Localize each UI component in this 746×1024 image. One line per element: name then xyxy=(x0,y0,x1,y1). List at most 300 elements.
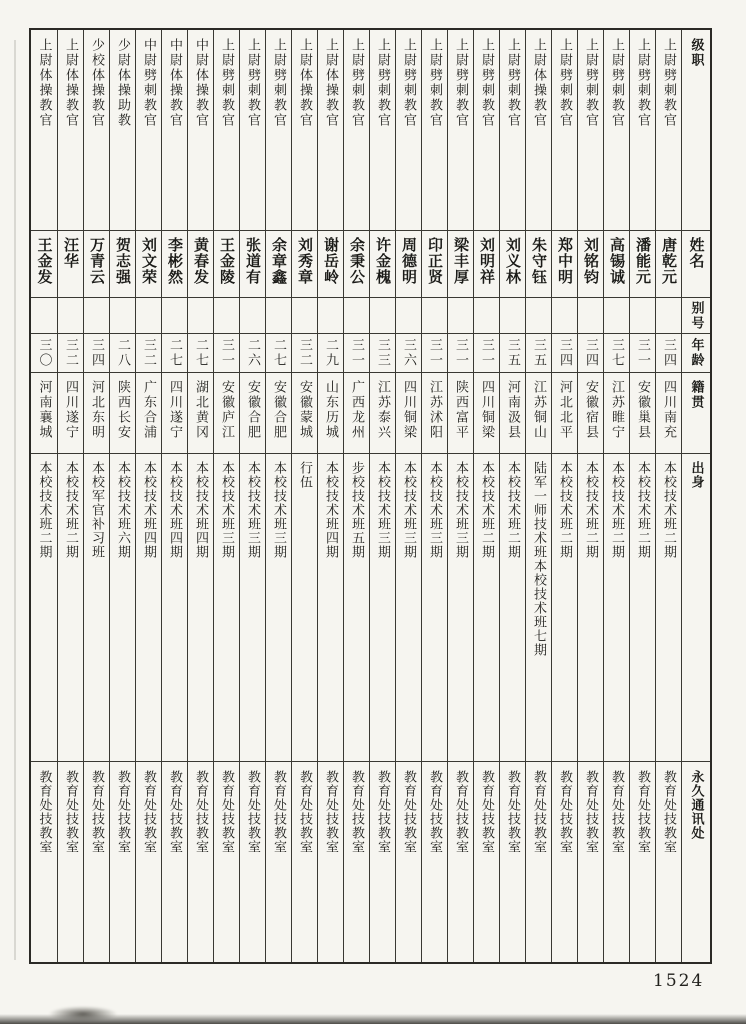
person-address-cell xyxy=(604,762,629,962)
person-origin: 本校技术班六期 xyxy=(115,461,130,559)
person-column xyxy=(525,30,551,962)
person-alias-cell xyxy=(31,298,57,334)
person-origin: 本校技术班二期 xyxy=(583,461,598,559)
person-alias-cell xyxy=(604,298,629,334)
person-native-place: 江苏沭阳 xyxy=(427,380,442,440)
person-address-cell xyxy=(31,762,57,962)
person-origin: 行伍 xyxy=(297,461,312,489)
person-name: 刘明祥 xyxy=(478,237,496,285)
person-address: 教育处技教室 xyxy=(349,770,364,854)
person-origin-cell xyxy=(630,454,655,762)
person-rank: 上尉劈刺教官 xyxy=(349,38,364,128)
person-name: 刘文荣 xyxy=(140,237,158,285)
person-native-place-cell xyxy=(136,373,161,454)
person-age-cell xyxy=(552,334,577,373)
header-name-label: 姓名 xyxy=(687,237,706,269)
page-number: 1524 xyxy=(653,971,705,991)
person-rank-cell xyxy=(552,30,577,231)
person-name-cell xyxy=(214,231,239,298)
person-rank-cell xyxy=(110,30,135,231)
person-native-place: 安徽宿县 xyxy=(583,380,598,440)
person-age: 三一 xyxy=(427,338,442,368)
person-rank-cell xyxy=(162,30,187,231)
person-origin: 陆军一师技术班本校技术班七期 xyxy=(531,461,546,657)
person-origin-cell xyxy=(656,454,681,762)
person-rank-cell xyxy=(188,30,213,231)
person-rank: 上尉劈刺教官 xyxy=(375,38,390,128)
person-age-cell xyxy=(318,334,343,373)
person-address-cell xyxy=(240,762,265,962)
person-origin-cell xyxy=(474,454,499,762)
person-column xyxy=(603,30,629,962)
person-address: 教育处技教室 xyxy=(193,770,208,854)
person-rank: 上尉劈刺教官 xyxy=(219,38,234,128)
person-rank-cell xyxy=(31,30,57,231)
person-rank-cell xyxy=(500,30,525,231)
person-origin: 本校技术班二期 xyxy=(557,461,572,559)
person-rank: 上尉劈刺教官 xyxy=(661,38,676,128)
person-origin: 本校军官补习班 xyxy=(89,461,104,559)
header-address-cell xyxy=(682,762,710,962)
person-column xyxy=(187,30,213,962)
person-rank: 上尉劈刺教官 xyxy=(557,38,572,128)
person-age: 二七 xyxy=(271,338,286,368)
person-origin-cell xyxy=(344,454,369,762)
person-rank: 少校体操教官 xyxy=(89,38,104,128)
person-name: 周德明 xyxy=(400,237,418,285)
person-origin: 本校技术班三期 xyxy=(245,461,260,559)
person-native-place-cell xyxy=(188,373,213,454)
person-native-place-cell xyxy=(552,373,577,454)
person-origin-cell xyxy=(578,454,603,762)
person-alias-cell xyxy=(448,298,473,334)
person-native-place: 河北东明 xyxy=(89,380,104,440)
person-rank: 上尉劈刺教官 xyxy=(401,38,416,128)
person-age: 三四 xyxy=(557,338,572,368)
person-address: 教育处技教室 xyxy=(323,770,338,854)
person-address: 教育处技教室 xyxy=(479,770,494,854)
person-name-cell xyxy=(240,231,265,298)
header-native-place-cell xyxy=(682,373,710,454)
person-age: 三一 xyxy=(453,338,468,368)
person-age: 三四 xyxy=(661,338,676,368)
person-alias-cell xyxy=(318,298,343,334)
header-name-cell xyxy=(682,231,710,298)
person-native-place: 安徽合肥 xyxy=(245,380,260,440)
person-address: 教育处技教室 xyxy=(63,770,78,854)
person-name: 高锡诚 xyxy=(608,237,626,285)
person-address-cell xyxy=(396,762,421,962)
person-address: 教育处技教室 xyxy=(219,770,234,854)
person-age: 三一 xyxy=(349,338,364,368)
person-address: 教育处技教室 xyxy=(375,770,390,854)
person-native-place: 陕西长安 xyxy=(115,380,130,440)
person-address: 教育处技教室 xyxy=(167,770,182,854)
person-rank-cell xyxy=(526,30,551,231)
person-age-cell xyxy=(630,334,655,373)
person-name-cell xyxy=(318,231,343,298)
person-native-place: 陕西富平 xyxy=(453,380,468,440)
person-address-cell xyxy=(266,762,291,962)
person-address: 教育处技教室 xyxy=(531,770,546,854)
person-age: 三一 xyxy=(635,338,650,368)
person-column xyxy=(265,30,291,962)
person-address-cell xyxy=(526,762,551,962)
person-origin-cell xyxy=(240,454,265,762)
person-name: 刘义林 xyxy=(504,237,522,285)
person-name: 黄春发 xyxy=(192,237,210,285)
person-rank: 上尉劈刺教官 xyxy=(635,38,650,128)
person-address: 教育处技教室 xyxy=(36,770,52,854)
person-age-cell xyxy=(422,334,447,373)
person-column xyxy=(577,30,603,962)
person-age: 三一 xyxy=(479,338,494,368)
person-column xyxy=(629,30,655,962)
person-native-place-cell xyxy=(318,373,343,454)
person-age: 三四 xyxy=(89,338,104,368)
person-origin-cell xyxy=(396,454,421,762)
person-name: 贺志强 xyxy=(114,237,132,285)
person-native-place: 安徽巢县 xyxy=(635,380,650,440)
person-name-cell xyxy=(500,231,525,298)
person-name: 汪华 xyxy=(62,237,80,269)
person-native-place-cell xyxy=(84,373,109,454)
person-age-cell xyxy=(292,334,317,373)
person-alias-cell xyxy=(500,298,525,334)
person-age-cell xyxy=(396,334,421,373)
person-address-cell xyxy=(552,762,577,962)
person-alias-cell xyxy=(526,298,551,334)
header-origin-cell xyxy=(682,454,710,762)
person-origin-cell xyxy=(370,454,395,762)
person-name: 许金槐 xyxy=(374,237,392,285)
person-address: 教育处技教室 xyxy=(141,770,156,854)
person-rank: 上尉体操教官 xyxy=(36,38,52,128)
person-age: 二九 xyxy=(323,338,338,368)
person-name: 余秉公 xyxy=(348,237,366,285)
person-alias-cell xyxy=(136,298,161,334)
person-alias-cell xyxy=(370,298,395,334)
person-native-place-cell xyxy=(396,373,421,454)
person-age: 三〇 xyxy=(36,338,52,368)
person-age-cell xyxy=(110,334,135,373)
person-origin: 本校技术班三期 xyxy=(271,461,286,559)
person-alias-cell xyxy=(474,298,499,334)
person-alias-cell xyxy=(240,298,265,334)
person-rank-cell xyxy=(396,30,421,231)
person-origin: 本校技术班二期 xyxy=(63,461,78,559)
roster-table xyxy=(29,28,712,964)
person-name: 余章鑫 xyxy=(270,237,288,285)
person-address-cell xyxy=(474,762,499,962)
person-native-place: 河南汲县 xyxy=(505,380,520,440)
header-rank-label: 级职 xyxy=(688,38,704,68)
person-rank-cell xyxy=(84,30,109,231)
person-native-place: 广西龙州 xyxy=(349,380,364,440)
person-name-cell xyxy=(266,231,291,298)
person-age: 三二 xyxy=(141,338,156,368)
person-alias-cell xyxy=(552,298,577,334)
person-native-place: 安徽庐江 xyxy=(219,380,234,440)
person-native-place-cell xyxy=(448,373,473,454)
header-rank-cell xyxy=(682,30,710,231)
person-origin-cell xyxy=(31,454,57,762)
person-alias-cell xyxy=(188,298,213,334)
person-age: 二七 xyxy=(167,338,182,368)
person-rank: 上尉体操教官 xyxy=(323,38,338,128)
person-column xyxy=(161,30,187,962)
person-age-cell xyxy=(58,334,83,373)
person-name-cell xyxy=(526,231,551,298)
person-column xyxy=(135,30,161,962)
person-address-cell xyxy=(58,762,83,962)
person-rank: 上尉体操教官 xyxy=(297,38,312,128)
person-column xyxy=(473,30,499,962)
person-alias-cell xyxy=(110,298,135,334)
person-rank-cell xyxy=(604,30,629,231)
person-address: 教育处技教室 xyxy=(271,770,286,854)
person-native-place-cell xyxy=(578,373,603,454)
person-origin: 本校技术班三期 xyxy=(401,461,416,559)
person-alias-cell xyxy=(396,298,421,334)
person-native-place: 四川铜梁 xyxy=(479,380,494,440)
person-origin-cell xyxy=(500,454,525,762)
person-alias-cell xyxy=(422,298,447,334)
person-rank: 上尉劈刺教官 xyxy=(245,38,260,128)
person-rank-cell xyxy=(292,30,317,231)
person-origin-cell xyxy=(526,454,551,762)
person-alias-cell xyxy=(84,298,109,334)
person-alias-cell xyxy=(578,298,603,334)
person-origin-cell xyxy=(422,454,447,762)
person-column xyxy=(343,30,369,962)
person-name-cell xyxy=(630,231,655,298)
person-alias-cell xyxy=(214,298,239,334)
header-origin-label: 出身 xyxy=(688,461,704,489)
person-origin-cell xyxy=(266,454,291,762)
person-origin-cell xyxy=(162,454,187,762)
person-native-place-cell xyxy=(526,373,551,454)
person-native-place-cell xyxy=(31,373,57,454)
person-native-place: 广东合浦 xyxy=(141,380,156,440)
person-name-cell xyxy=(370,231,395,298)
person-rank-cell xyxy=(58,30,83,231)
person-column xyxy=(31,30,57,962)
person-origin: 本校技术班四期 xyxy=(323,461,338,559)
person-age-cell xyxy=(578,334,603,373)
person-rank: 上尉劈刺教官 xyxy=(583,38,598,128)
person-address: 教育处技教室 xyxy=(427,770,442,854)
person-name: 李彬然 xyxy=(166,237,184,285)
person-name: 梁丰厚 xyxy=(452,237,470,285)
person-name: 王金陵 xyxy=(218,237,236,285)
person-rank: 中尉体操教官 xyxy=(167,38,182,128)
person-native-place: 江苏睢宁 xyxy=(609,380,624,440)
person-rank-cell xyxy=(474,30,499,231)
person-alias-cell xyxy=(58,298,83,334)
person-origin: 本校技术班三期 xyxy=(219,461,234,559)
person-rank-cell xyxy=(344,30,369,231)
person-alias-cell xyxy=(162,298,187,334)
person-native-place-cell xyxy=(656,373,681,454)
person-column xyxy=(499,30,525,962)
person-rank: 上尉体操教官 xyxy=(531,38,546,128)
person-address: 教育处技教室 xyxy=(583,770,598,854)
person-rank-cell xyxy=(318,30,343,231)
person-rank: 上尉劈刺教官 xyxy=(453,38,468,128)
header-age-cell xyxy=(682,334,710,373)
person-native-place-cell xyxy=(370,373,395,454)
person-age: 三七 xyxy=(609,338,624,368)
header-column xyxy=(681,30,710,962)
person-native-place: 四川铜梁 xyxy=(401,380,416,440)
person-address: 教育处技教室 xyxy=(609,770,624,854)
person-age: 二七 xyxy=(193,338,208,368)
person-name: 谢岳岭 xyxy=(322,237,340,285)
person-rank: 上尉劈刺教官 xyxy=(609,38,624,128)
person-alias-cell xyxy=(292,298,317,334)
person-native-place-cell xyxy=(500,373,525,454)
person-age-cell xyxy=(214,334,239,373)
person-age-cell xyxy=(370,334,395,373)
person-native-place: 江苏泰兴 xyxy=(375,380,390,440)
person-column xyxy=(109,30,135,962)
person-address: 教育处技教室 xyxy=(557,770,572,854)
person-address: 教育处技教室 xyxy=(661,770,676,854)
person-address: 教育处技教室 xyxy=(401,770,416,854)
person-age-cell xyxy=(266,334,291,373)
scan-artifact-bottom-edge xyxy=(0,1014,746,1024)
person-address-cell xyxy=(656,762,681,962)
person-native-place: 安徽合肥 xyxy=(271,380,286,440)
person-origin: 本校技术班二期 xyxy=(609,461,624,559)
person-name-cell xyxy=(578,231,603,298)
person-rank: 上尉劈刺教官 xyxy=(479,38,494,128)
person-native-place: 江苏铜山 xyxy=(531,380,546,440)
person-name-cell xyxy=(448,231,473,298)
person-rank: 中尉劈刺教官 xyxy=(141,38,156,128)
person-name-cell xyxy=(292,231,317,298)
person-address-cell xyxy=(630,762,655,962)
person-alias-cell xyxy=(630,298,655,334)
person-native-place: 湖北黄冈 xyxy=(193,380,208,440)
person-native-place-cell xyxy=(292,373,317,454)
person-age-cell xyxy=(162,334,187,373)
person-origin-cell xyxy=(318,454,343,762)
person-address-cell xyxy=(162,762,187,962)
person-origin: 本校技术班二期 xyxy=(635,461,650,559)
person-origin: 本校技术班二期 xyxy=(36,461,52,559)
person-age: 三四 xyxy=(583,338,598,368)
person-column xyxy=(291,30,317,962)
person-rank-cell xyxy=(578,30,603,231)
person-age-cell xyxy=(474,334,499,373)
person-origin-cell xyxy=(292,454,317,762)
person-age-cell xyxy=(240,334,265,373)
person-address-cell xyxy=(318,762,343,962)
person-name: 张道有 xyxy=(244,237,262,285)
person-rank-cell xyxy=(136,30,161,231)
person-address-cell xyxy=(500,762,525,962)
person-native-place-cell xyxy=(58,373,83,454)
person-origin-cell xyxy=(110,454,135,762)
person-origin: 本校技术班二期 xyxy=(661,461,676,559)
person-native-place: 河南襄城 xyxy=(36,380,52,440)
person-name-cell xyxy=(31,231,57,298)
person-rank: 上尉劈刺教官 xyxy=(271,38,286,128)
person-origin-cell xyxy=(136,454,161,762)
person-column xyxy=(447,30,473,962)
person-origin: 本校技术班三期 xyxy=(427,461,442,559)
person-native-place-cell xyxy=(422,373,447,454)
person-address: 教育处技教室 xyxy=(245,770,260,854)
person-name-cell xyxy=(58,231,83,298)
person-origin: 本校技术班二期 xyxy=(479,461,494,559)
person-column xyxy=(395,30,421,962)
person-name-cell xyxy=(422,231,447,298)
person-native-place-cell xyxy=(474,373,499,454)
person-age-cell xyxy=(84,334,109,373)
person-name-cell xyxy=(396,231,421,298)
person-native-place-cell xyxy=(344,373,369,454)
person-origin-cell xyxy=(58,454,83,762)
person-address: 教育处技教室 xyxy=(89,770,104,854)
person-native-place: 河北北平 xyxy=(557,380,572,440)
person-native-place: 四川南充 xyxy=(661,380,676,440)
person-name-cell xyxy=(136,231,161,298)
person-name: 刘铭钧 xyxy=(582,237,600,285)
person-rank: 上尉体操教官 xyxy=(63,38,78,128)
person-name-cell xyxy=(110,231,135,298)
person-name: 朱守钰 xyxy=(530,237,548,285)
person-origin: 步校技术班五期 xyxy=(349,461,364,559)
person-name: 郑中明 xyxy=(556,237,574,285)
person-name: 潘能元 xyxy=(634,237,652,285)
person-address: 教育处技教室 xyxy=(505,770,520,854)
person-address-cell xyxy=(344,762,369,962)
person-name: 唐乾元 xyxy=(660,237,678,285)
person-address-cell xyxy=(448,762,473,962)
person-rank-cell xyxy=(214,30,239,231)
person-age-cell xyxy=(448,334,473,373)
person-native-place: 山东历城 xyxy=(323,380,338,440)
person-column xyxy=(317,30,343,962)
person-rank-cell xyxy=(656,30,681,231)
person-origin-cell xyxy=(448,454,473,762)
person-age: 三二 xyxy=(63,338,78,368)
person-alias-cell xyxy=(266,298,291,334)
person-age: 二六 xyxy=(245,338,260,368)
person-age-cell xyxy=(500,334,525,373)
person-rank: 上尉劈刺教官 xyxy=(427,38,442,128)
person-age: 三三 xyxy=(375,338,390,368)
header-age-label: 年龄 xyxy=(688,338,704,368)
person-rank-cell xyxy=(422,30,447,231)
person-column xyxy=(369,30,395,962)
scan-artifact-left-edge xyxy=(14,40,16,960)
person-native-place-cell xyxy=(162,373,187,454)
person-name-cell xyxy=(84,231,109,298)
person-origin-cell xyxy=(552,454,577,762)
person-native-place: 安徽蒙城 xyxy=(297,380,312,440)
person-rank-cell xyxy=(266,30,291,231)
person-origin-cell xyxy=(84,454,109,762)
person-origin-cell xyxy=(188,454,213,762)
person-age-cell xyxy=(656,334,681,373)
person-rank: 中尉体操教官 xyxy=(193,38,208,128)
header-native-place-label: 籍贯 xyxy=(688,380,704,410)
person-address-cell xyxy=(136,762,161,962)
